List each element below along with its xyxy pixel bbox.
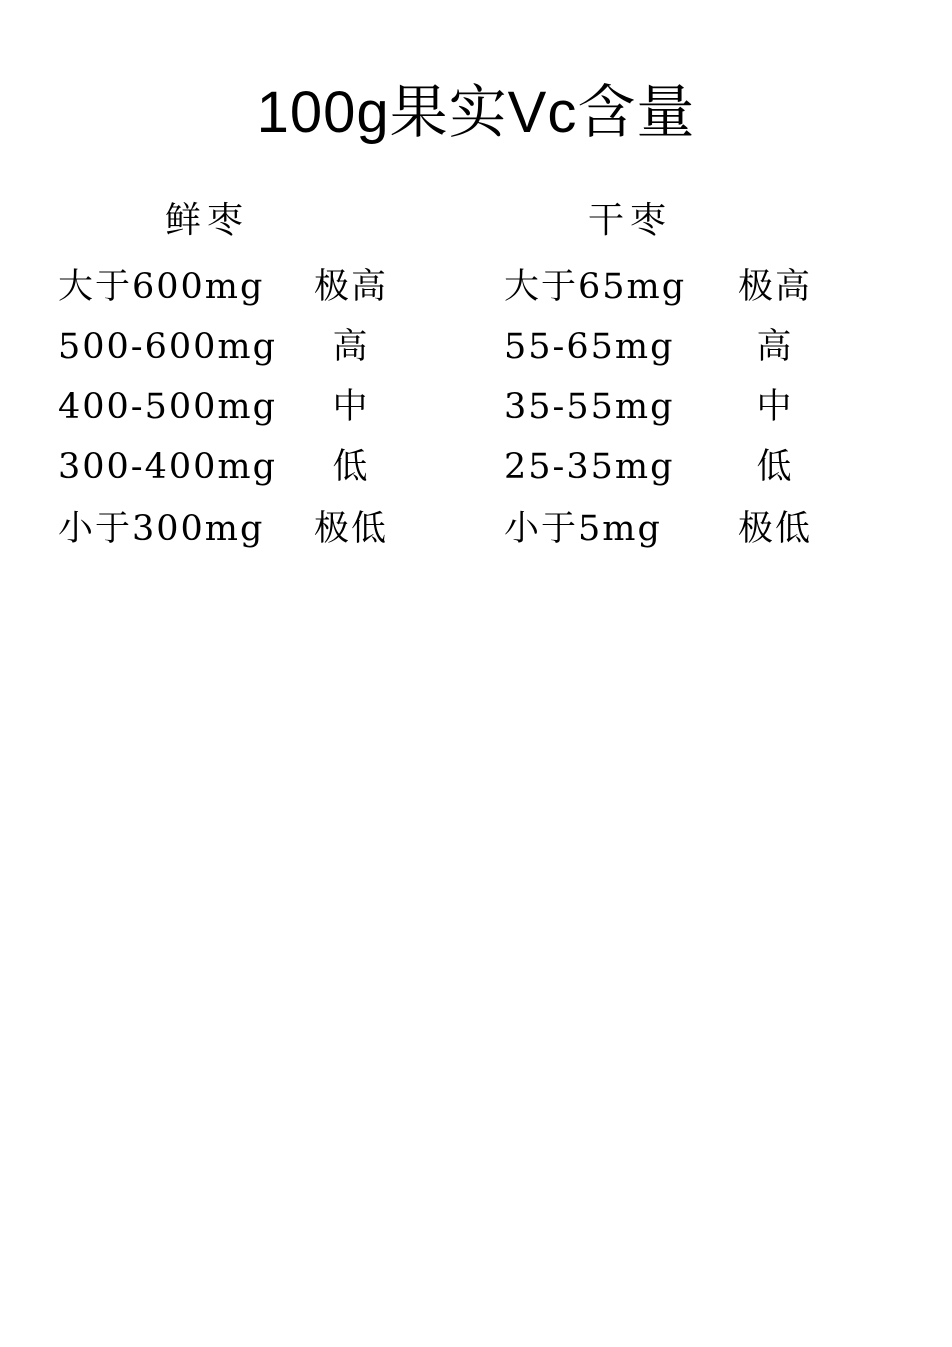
table-row [0,504,952,564]
dried-range-cell: 大于65mg [504,267,687,307]
fresh-range-cell: 500-600mg [58,327,278,367]
dried-level-cell: 低 [756,447,794,487]
dried-level-cell: 极低 [737,509,812,549]
dried-level-cell: 高 [756,327,794,367]
dried-jujube-heading: 干枣 [588,200,673,241]
page-title: 100g果实Vc含量 [256,80,696,145]
table-row [0,262,952,322]
fresh-level-cell: 中 [332,387,370,427]
table-row [0,382,952,442]
table-row [0,442,952,502]
dried-range-cell: 35-55mg [504,387,675,427]
fresh-range-cell: 400-500mg [58,387,278,427]
fresh-range-cell: 小于300mg [58,509,265,549]
fresh-level-cell: 低 [332,447,370,487]
fresh-level-cell: 极低 [313,509,388,549]
fresh-range-cell: 大于600mg [58,267,265,307]
fresh-jujube-heading: 鲜枣 [165,200,250,241]
dried-range-cell: 25-35mg [504,447,675,487]
dried-level-cell: 中 [756,387,794,427]
fresh-range-cell: 300-400mg [58,447,278,487]
dried-range-cell: 55-65mg [504,327,675,367]
dried-level-cell: 极高 [737,267,812,307]
fresh-level-cell: 高 [332,327,370,367]
fresh-level-cell: 极高 [313,267,388,307]
dried-range-cell: 小于5mg [504,509,662,549]
table-row [0,322,952,382]
